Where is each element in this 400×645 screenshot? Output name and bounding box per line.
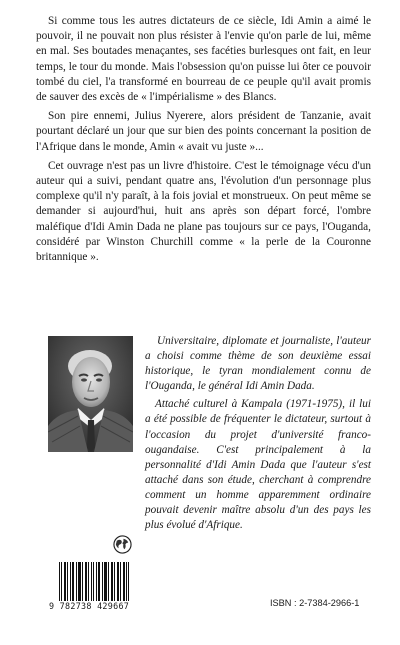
- blurb-paragraph-1: Si comme tous les autres dictateurs de ce siècle, Idi Amin a aimé le pouvoir, il ne pouvait non plus résister à l'envie qu'on parle de lui, même en mal. Ses boutades menaçantes, ses facéties burlesques ont fait, en leur temps, le tour du monde. Mais l'obsession qu'on puisse lui ôter ce pouvoir tombé du ciel, l'a transformé en bourreau de ce peuple qu'il avait promis de sauver des excès de « l'impérialisme » des Blancs.: [36, 15, 371, 104]
- blurb-paragraph-3: Cet ouvrage n'est pas un livre d'histoire. C'est le témoignage vécu d'un auteur qui a suivi, pendant quatre ans, l'évolution d'un personnage plus complexe qu'il n'y paraît, à la fois jovial et monstrueux. On peut même se demander si aujourd'hui, huit ans après son départ forcé, l'ombre maléfique d'Idi Amin Dada ne plane pas toujours sur ce pays, l'Ouganda, considéré par Winston Churchill comme « la perle de la Couronne britannique ».: [36, 159, 371, 264]
- publisher-globe-icon: [113, 535, 132, 554]
- author-bio: [145, 334, 371, 536]
- author-photo: [48, 336, 133, 452]
- author-portrait-image: [48, 336, 133, 452]
- bio-paragraph-2: Attaché culturel à Kampala (1971-1975), il lui a été possible de fréquenter le dictateur, surtout à l'occasion du projet d'université franco-ougandaise. C'est principalement à la personnalité d'Idi Amin Dada que l'auteur s'est attaché dans son étude, cherchant à comprendre comment un homme apparemment ordinaire pouvait devenir maître absolu d'un des pays les plus évolué d'Afrique.: [145, 398, 371, 532]
- blurb-paragraph-2: Son pire ennemi, Julius Nyerere, alors président de Tanzanie, avait pourtant déclaré un jour que sur bien des points concernant la position de l'Afrique dans le monde, Amin « avait vu juste »...: [36, 110, 371, 153]
- isbn-number: ISBN : 2-7384-2966-1: [270, 598, 360, 608]
- blurb-text: [36, 14, 371, 269]
- bio-paragraph-1: Universitaire, diplomate et journaliste, l'auteur a choisi comme thème de son deuxième essai historique, le tyran mondialement connu de l'Ouganda, le général Idi Amin Dada.: [145, 335, 371, 393]
- barcode-digits: 9 782738 429667: [48, 601, 146, 611]
